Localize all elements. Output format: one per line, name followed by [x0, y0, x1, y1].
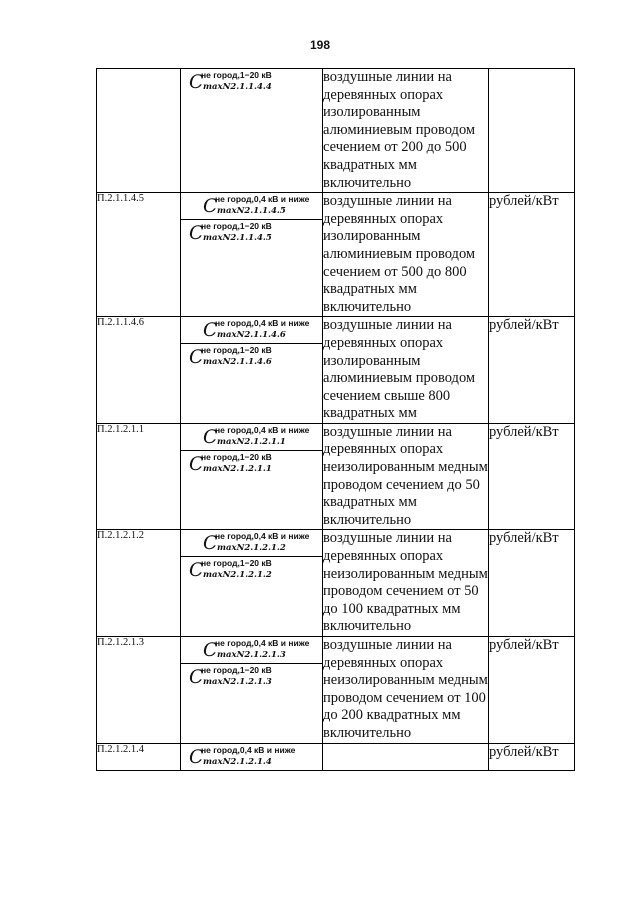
rate-symbol	[181, 530, 322, 556]
symbol-subscript: maxN2.1.2.1.4	[203, 756, 272, 767]
symbol-letter: C	[203, 195, 218, 218]
symbol-superscript: не город,0,4 кВ и ниже	[215, 318, 310, 329]
table-row	[97, 743, 575, 770]
page-number: 198	[309, 38, 331, 52]
symbol-superscript: не город,1−20 кВ	[201, 70, 272, 80]
symbol-letter: C	[189, 71, 204, 93]
symbol-letter: C	[203, 425, 218, 448]
row-number: П.2.1.1.4.6	[97, 317, 181, 424]
table-row	[97, 423, 575, 530]
symbol-letter: C	[203, 639, 218, 661]
table-row	[97, 530, 575, 637]
table-row	[97, 317, 575, 424]
symbol-subscript: maxN2.1.1.4.5	[203, 233, 272, 244]
table-row	[97, 637, 575, 744]
rate-symbol-cell	[181, 69, 323, 193]
symbol-superscript: не город,0,4 кВ и ниже	[215, 194, 310, 205]
unit-cell: рублей/кВт	[489, 423, 575, 530]
rate-symbol	[181, 424, 322, 450]
symbol-subscript: maxN2.1.2.1.3	[203, 677, 272, 687]
table-row	[97, 69, 575, 193]
symbol-superscript: не город,1−20 кВ	[201, 345, 272, 356]
symbol-subscript: maxN2.1.1.4.6	[217, 330, 286, 341]
unit-cell: рублей/кВт	[489, 743, 575, 770]
symbol-subscript: maxN2.1.1.4.6	[203, 357, 272, 368]
rate-symbol-cell	[181, 637, 323, 744]
rate-symbol	[181, 556, 322, 583]
line-description: воздушные линии на деревянных опорах изолированным алюминиевым проводом сечением свыше 800 квадратных мм	[323, 317, 489, 424]
symbol-subscript: maxN2.1.2.1.2	[203, 570, 272, 581]
symbol-superscript: не город,0,4 кВ и ниже	[201, 744, 296, 755]
rate-symbol	[181, 450, 322, 477]
symbol-superscript: не город,0,4 кВ и ниже	[215, 638, 310, 648]
unit-cell: рублей/кВт	[489, 317, 575, 424]
symbol-letter: C	[189, 666, 204, 688]
line-description	[323, 743, 489, 770]
rate-symbol	[181, 744, 322, 770]
symbol-letter: C	[189, 559, 204, 582]
row-number: П.2.1.2.1.1	[97, 423, 181, 530]
rate-symbol-cell	[181, 423, 323, 530]
symbol-subscript: maxN2.1.2.1.1	[203, 463, 272, 474]
line-description: воздушные линии на деревянных опорах изолированным алюминиевым проводом сечением от 200 до 500 квадратных мм включительно	[323, 69, 489, 193]
line-description: воздушные линии на деревянных опорах изолированным алюминиевым проводом сечением от 500 до 800 квадратных мм включительно	[323, 193, 489, 317]
symbol-letter: C	[189, 346, 204, 369]
symbol-superscript: не город,1−20 кВ	[201, 221, 272, 232]
symbol-superscript: не город,0,4 кВ и ниже	[215, 424, 310, 435]
symbol-letter: C	[203, 532, 218, 555]
rate-symbol-cell	[181, 530, 323, 637]
symbol-letter: C	[189, 452, 204, 475]
symbol-superscript: не город,1−20 кВ	[201, 558, 272, 569]
symbol-subscript: maxN2.1.2.1.1	[217, 436, 286, 447]
rate-symbol	[181, 193, 322, 219]
row-number	[97, 69, 181, 193]
unit-cell: рублей/кВт	[489, 530, 575, 637]
rate-symbol	[181, 317, 322, 343]
table-body	[97, 69, 575, 771]
symbol-letter: C	[203, 319, 218, 342]
unit-cell: рублей/кВт	[489, 637, 575, 744]
row-number: П.2.1.2.1.2	[97, 530, 181, 637]
unit-cell: рублей/кВт	[489, 193, 575, 317]
rate-symbol-cell	[181, 193, 323, 317]
symbol-superscript: не город,1−20 кВ	[201, 665, 272, 675]
row-number: П.2.1.2.1.4	[97, 743, 181, 770]
rate-symbol-cell	[181, 317, 323, 424]
row-number: П.2.1.1.4.5	[97, 193, 181, 317]
symbol-subscript: maxN2.1.2.1.3	[217, 650, 286, 660]
line-description: воздушные линии на деревянных опорах неизолированным медным проводом сечением от 50 до 100 квадратных мм включительно	[323, 530, 489, 637]
rate-symbol	[181, 637, 322, 663]
symbol-subscript: maxN2.1.1.4.5	[217, 206, 286, 217]
rate-symbol	[181, 343, 322, 370]
symbol-superscript: не город,1−20 кВ	[201, 451, 272, 462]
rate-symbol	[181, 219, 322, 246]
symbol-subscript: maxN2.1.2.1.2	[217, 543, 286, 554]
rate-symbol	[181, 663, 322, 690]
unit-cell	[489, 69, 575, 193]
rate-symbol	[181, 69, 322, 95]
symbol-letter: C	[189, 745, 204, 768]
symbol-subscript: maxN2.1.1.4.4	[203, 82, 272, 92]
tariff-table	[96, 68, 575, 771]
line-description: воздушные линии на деревянных опорах неизолированным медным проводом сечением от 100 до 200 квадратных мм включительно	[323, 637, 489, 744]
rate-symbol-cell	[181, 743, 323, 770]
symbol-superscript: не город,0,4 кВ и ниже	[215, 531, 310, 542]
symbol-letter: C	[189, 222, 204, 245]
row-number: П.2.1.2.1.3	[97, 637, 181, 744]
table-row	[97, 193, 575, 317]
line-description: воздушные линии на деревянных опорах неизолированным медным проводом сечением до 50 квадратных мм включительно	[323, 423, 489, 530]
